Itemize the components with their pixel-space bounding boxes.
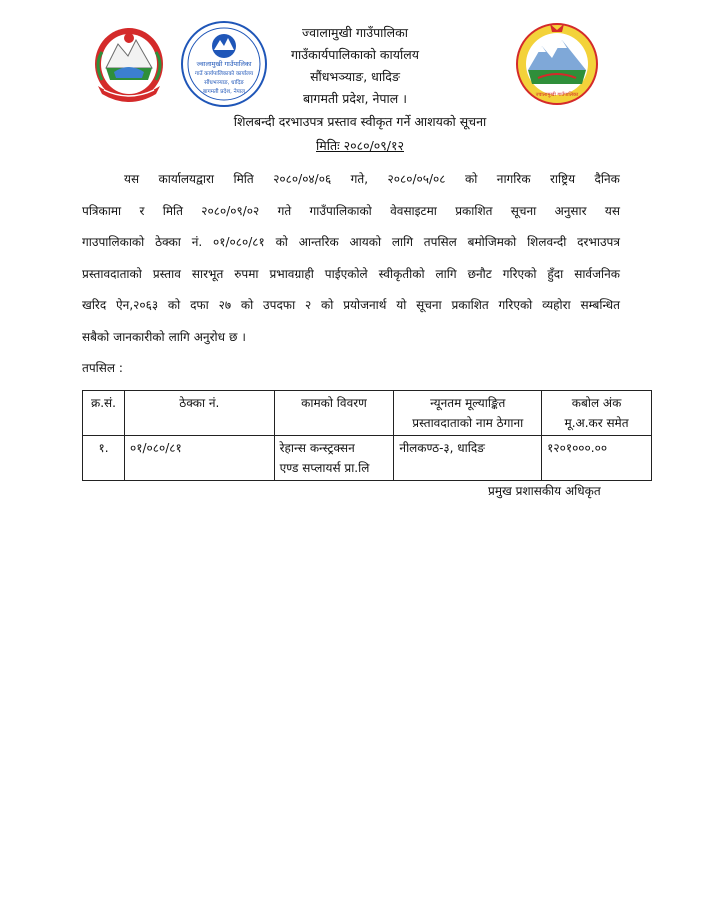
cell-bidder: नीलकण्ठ-३, धादिङ bbox=[394, 436, 542, 481]
header-work-description: कामको विवरण bbox=[274, 391, 394, 436]
paragraph-word: सूचना bbox=[416, 298, 442, 312]
header-bidder: न्यूनतम मूल्याङ्कित प्रस्तावदाताको नाम ठेगाना bbox=[394, 391, 542, 436]
paragraph-word: यस bbox=[604, 203, 620, 218]
paragraph-word: सबैको bbox=[82, 329, 110, 344]
emblem-caption: ज्वालामुखी गाउँपालिका bbox=[535, 92, 579, 98]
paragraph-word: सूचना bbox=[510, 203, 537, 218]
paragraph-word: गाउपालिकाको bbox=[82, 235, 145, 249]
paragraph-word: लागि bbox=[391, 235, 413, 249]
paragraph-word: २०८०/०५/०८ bbox=[387, 172, 446, 186]
paragraph-word: सम्बन्धित bbox=[580, 298, 620, 312]
paragraph-word: यस bbox=[124, 172, 140, 186]
paragraph-word: प्रयोजनार्थ bbox=[343, 298, 387, 312]
notice-body bbox=[82, 164, 620, 353]
table-header-row bbox=[83, 391, 652, 436]
paragraph-word: गाउँपालिकाको bbox=[309, 203, 372, 218]
paragraph-word: अनुरोध bbox=[193, 329, 225, 344]
paragraph-word: गते, bbox=[350, 172, 369, 186]
paragraph-word: २ bbox=[304, 298, 312, 312]
paragraph-word: को bbox=[321, 298, 334, 312]
paragraph-word: २७ bbox=[218, 298, 232, 312]
notice-subject: शिलबन्दी दरभाउपत्र प्रस्ताव स्वीकृत गर्ने आशयको सूचना bbox=[233, 114, 487, 129]
paragraph-word: प्रभावग्राही bbox=[269, 266, 314, 281]
paragraph-word: को bbox=[167, 298, 181, 312]
paragraph-word: को bbox=[240, 298, 254, 312]
paragraph-word: उपदफा bbox=[263, 298, 296, 312]
paragraph-word: प्रकाशित bbox=[455, 203, 493, 218]
paragraph-word: खरिद bbox=[82, 298, 107, 312]
tapsil-label: तपसिल : bbox=[82, 361, 123, 375]
office-header bbox=[240, 22, 470, 110]
paragraph-word: प्रकाशित bbox=[451, 298, 489, 312]
paragraph-word: प्रस्तावदाताको bbox=[82, 266, 142, 281]
cell-work: रेहान्स कन्स्ट्रक्सन एण्ड सप्लायर्स प्रा.लि bbox=[274, 436, 394, 481]
paragraph-word: लागि bbox=[168, 329, 190, 344]
paragraph-line bbox=[82, 196, 620, 228]
paragraph-word: गते bbox=[277, 203, 292, 218]
cell-serial: १. bbox=[83, 436, 125, 481]
paragraph-line bbox=[82, 227, 620, 259]
paragraph-word: जानकारीको bbox=[113, 329, 165, 344]
seal-text-line-1: ज्वालामुखी गाउँपालिका bbox=[196, 60, 252, 68]
paragraph-line bbox=[82, 322, 620, 354]
paragraph-word: ऐन,२०६३ bbox=[116, 298, 159, 312]
paragraph-word: आयको bbox=[349, 235, 382, 249]
office-address: सौंधभञ्याङ, धादिङ bbox=[310, 69, 400, 84]
paragraph-word: मिति bbox=[162, 203, 183, 218]
cell-amount: १२०१०००.०० bbox=[542, 436, 652, 481]
paragraph-word: र bbox=[139, 203, 145, 218]
paragraph-word: नागरिक bbox=[496, 172, 531, 186]
paragraph-word: छ bbox=[228, 329, 238, 344]
paragraph-word: शिलवन्दी bbox=[527, 235, 567, 249]
cell-contract-no: ०१/०८०/८१ bbox=[124, 436, 274, 481]
header-contract-no: ठेक्का नं. bbox=[124, 391, 274, 436]
notice-date: मितिः २०८०/०९/१२ bbox=[316, 138, 404, 153]
paragraph-line bbox=[82, 259, 620, 291]
paragraph-word: कार्यालयद्वारा bbox=[158, 172, 215, 186]
paragraph-word: ०१/०८०/८१ bbox=[212, 235, 265, 249]
paragraph-word: गरिएको bbox=[498, 298, 533, 312]
paragraph-word: को bbox=[465, 172, 478, 186]
paragraph-word: रुपमा bbox=[234, 266, 259, 281]
paragraph-word: पत्रिकामा bbox=[82, 203, 122, 218]
seal-text-line-2: गाउँ कार्यपालिकाको कार्यालय bbox=[194, 71, 254, 77]
paragraph-word: प्रस्ताव bbox=[152, 266, 181, 281]
paragraph-word: सार्वजनिक bbox=[574, 266, 620, 281]
office-province: बागमती प्रदेश, नेपाल । bbox=[303, 91, 407, 106]
paragraph-line bbox=[82, 164, 620, 196]
award-table bbox=[82, 390, 652, 481]
nepal-emblem-logo bbox=[84, 22, 174, 106]
paragraph-word: गरिएको bbox=[502, 266, 537, 281]
seal-text-line-3: सौंधभञ्याङ, धादिङ bbox=[204, 80, 244, 86]
paragraph-line bbox=[82, 290, 620, 322]
municipality-name: ज्वालामुखी गाउँपालिका bbox=[302, 25, 408, 40]
paragraph-word: दैनिक bbox=[594, 172, 620, 186]
paragraph-word: छनौट bbox=[467, 266, 492, 281]
office-name: गाउँकार्यपालिकाको कार्यालय bbox=[291, 47, 419, 62]
paragraph-word: वेवसाइटमा bbox=[390, 203, 437, 218]
paragraph-word: लागि bbox=[435, 266, 457, 281]
paragraph-word: पाईएकोले bbox=[324, 266, 368, 281]
paragraph-word: सारभूत bbox=[191, 266, 224, 281]
paragraph-word: राष्ट्रिय bbox=[550, 172, 576, 186]
paragraph-word: तपसिल bbox=[423, 235, 457, 249]
table-row bbox=[83, 436, 652, 481]
paragraph-word: २०८०/०९/०२ bbox=[201, 203, 260, 218]
paragraph-word: नं. bbox=[191, 235, 203, 249]
paragraph-word: ठेक्का bbox=[155, 235, 181, 249]
paragraph-word: अनुसार bbox=[554, 203, 587, 218]
seal-text-line-4: बागमती प्रदेश, नेपाल bbox=[203, 89, 245, 95]
paragraph-word: मिति bbox=[233, 172, 254, 186]
jwalamukhi-emblem-logo bbox=[512, 18, 602, 108]
paragraph-word: स्वीकृतीको bbox=[378, 266, 425, 281]
header-serial: क्र.सं. bbox=[83, 391, 125, 436]
paragraph-word: बमोजिमको bbox=[467, 235, 517, 249]
paragraph-word: व्यहोरा bbox=[542, 298, 571, 312]
paragraph-word: २०८०/०४/०६ bbox=[273, 172, 332, 186]
header-amount: कबोल अंक मू.अ.कर समेत bbox=[542, 391, 652, 436]
signature-title: प्रमुख प्रशासकीय अधिकृत bbox=[488, 484, 601, 498]
paragraph-word: आन्तरिक bbox=[298, 235, 339, 249]
paragraph-word: को bbox=[275, 235, 288, 249]
paragraph-word: । bbox=[241, 329, 246, 344]
paragraph-word: दरभाउपत्र bbox=[577, 235, 620, 249]
paragraph-word: यो bbox=[396, 298, 407, 312]
paragraph-word: दफा bbox=[190, 298, 209, 312]
paragraph-word: हुँदा bbox=[547, 266, 564, 281]
